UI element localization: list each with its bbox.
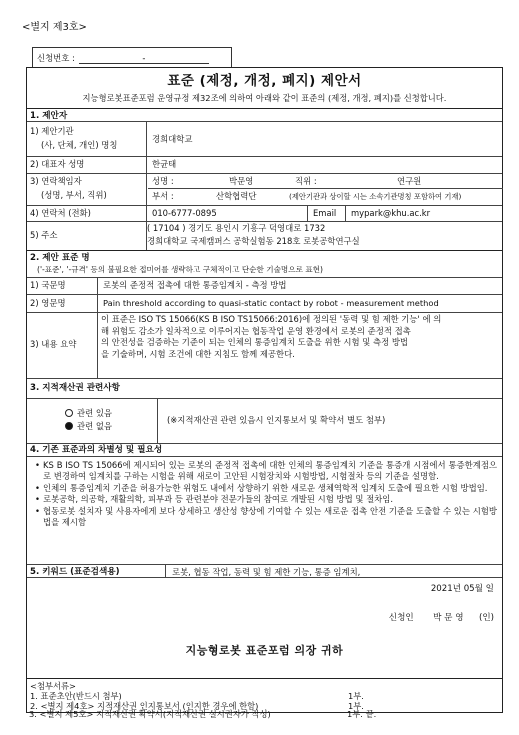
ip-option-no-label: 관련 없음 (77, 421, 113, 431)
section-heading-ip: 3. 지적재산권 관련사항 (30, 383, 120, 393)
divider (27, 564, 502, 565)
contact-dept-label: 부서 : (152, 191, 174, 201)
summary-line: 해 위험도 감소가 일차적으로 이루어지는 협동작업 운영 환경에서 로봇의 준정적 접촉 (101, 325, 411, 336)
divider (27, 250, 502, 251)
summary-line: 의 안전성을 검증하는 기준이 되는 인체의 통증임계치 도출을 위한 시험 및 측정 방법 (101, 337, 409, 348)
application-number-box (32, 47, 232, 68)
column-divider (157, 398, 158, 443)
attachments-heading: <첨부서류> (30, 681, 76, 691)
email-value[interactable]: mypark@khu.ac.kr (351, 208, 431, 218)
phone-value[interactable]: 010-6777-0895 (152, 208, 217, 218)
summary-line: 을 기술하며, 시험 조건에 대한 지침도 함께 제공한다. (101, 348, 295, 359)
list-item (35, 494, 497, 505)
address-label: 5) 주소 (30, 230, 58, 240)
applicant-signature (389, 613, 494, 624)
contact-position-value[interactable]: 연구원 (397, 176, 422, 186)
application-number-label: 신청번호 : (37, 52, 75, 63)
proposal-form (26, 67, 503, 713)
korean-name-value[interactable]: 로봇의 준정적 접촉에 대한 통증임계치 - 측정 방법 (103, 280, 287, 290)
divider (27, 378, 502, 379)
recipient-line: 지능형로봇 표준포럼 의장 귀하 (185, 644, 344, 657)
differentiation-list (35, 460, 497, 528)
contact-note: (제안기관과 상이할 시는 소속기관명칭 포함하여 기재) (289, 192, 462, 201)
form-subtitle: 지능형로봇표준포럼 운영규정 제32조에 의하여 아래와 같이 표준의 (제정, 개정, 폐지)를 신청합니다. (82, 93, 447, 103)
address-line1[interactable]: ( 17104 ) 경기도 용인시 기흥구 덕영대로 1732 (147, 223, 326, 233)
radio-selected-icon (65, 422, 73, 430)
form-number-label: <별지 제3호> (22, 22, 87, 33)
org-label-detail: (사, 단체, 개인) 명칭 (41, 140, 118, 150)
column-divider (345, 205, 346, 221)
bullet-icon: • (35, 494, 40, 505)
bullet-icon: • (35, 460, 40, 470)
list-item (35, 460, 497, 483)
column-divider (307, 205, 308, 221)
attachment-label: 2. <별지 제4호> 지적재산권 인지통보서 (인지한 경우에 한함) (30, 701, 259, 711)
seal-mark: (인) (478, 613, 494, 623)
divider (27, 443, 502, 444)
attachment-item (30, 691, 364, 701)
divider (27, 108, 502, 109)
divider (27, 205, 502, 206)
ip-note: (※지적재산권 관련 있음시 인지통보서 및 확약서 별도 첨부) (167, 415, 386, 425)
form-title: 표준 (제정, 개정, 폐지) 제안서 (167, 73, 362, 89)
section-heading-differentiation: 4. 기존 표준과의 차별성 및 필요성 (30, 445, 163, 455)
english-name-label: 2) 영문명 (30, 298, 66, 308)
divider (27, 294, 502, 295)
divider (27, 173, 502, 174)
summary-line: 이 표준은 ISO TS 15066(KS B ISO TS15066:2016)에 정의된 '동력 및 힘 제한 기능' 에 의 (101, 314, 442, 324)
section-heading-proposer: 1. 제안자 (30, 111, 68, 121)
email-label: Email (313, 208, 337, 218)
bullet-icon: • (35, 482, 40, 493)
section-heading-keywords: 5. 키워드 (표준검색용) (30, 567, 120, 577)
divider (27, 277, 502, 278)
divider (27, 398, 502, 399)
ip-option-yes[interactable] (65, 408, 112, 419)
divider (27, 456, 502, 457)
divider (27, 678, 502, 679)
divider (27, 221, 502, 222)
english-name-value[interactable]: Pain threshold according to quasi-static contact by robot - measurement method (103, 298, 439, 308)
keywords-value[interactable]: 로봇, 협동 작업, 동력 및 힘 제한 기능, 통증 임계치, (172, 567, 361, 577)
phone-label: 4) 연락처 (전화) (30, 208, 91, 218)
radio-empty-icon (65, 409, 73, 417)
standard-name-note: ('-표준', '-규격' 등의 불필요한 접미어를 생략하고 구체적이고 단순한 기술명으로 표현) (37, 265, 323, 274)
list-item-text: 로봇공학, 의공학, 재활의학, 피부과 등 관련분야 전문가들의 참여로 개발된 시험 방법 및 절차임. (43, 494, 394, 505)
divider (27, 312, 502, 313)
list-item-text: KS B ISO TS 15066에 제시되어 있는 로봇의 준정적 접촉에 대한 인체의 통증임계치 기준을 통증개 시점에서 통증한계점으로 변경하여 임계치를 구하는 시험을 위해 새로이 고안된 시험장치와 시험방법, 시험절차 등의 기준을 설명함. (43, 460, 497, 482)
ip-option-yes-label: 관련 있음 (77, 408, 113, 418)
contact-position-label: 직위 : (295, 176, 317, 186)
list-item (35, 483, 497, 494)
list-item (35, 506, 497, 529)
submission-date[interactable]: 2021년 05월 일 (430, 584, 494, 594)
representative-value[interactable]: 한균태 (152, 159, 177, 169)
column-divider (97, 277, 98, 378)
summary-text[interactable] (101, 314, 501, 360)
applicant-name[interactable]: 박 문 영 (433, 613, 464, 623)
address-line2[interactable]: 경희대학교 국제캠퍼스 공학실험동 218호 로봇공학연구실 (147, 236, 360, 246)
contact-person-label-detail: (성명, 부서, 직위) (41, 190, 107, 200)
column-divider (165, 564, 166, 577)
divider (27, 121, 502, 122)
attachment-item (29, 709, 377, 719)
representative-label: 2) 대표자 성명 (30, 159, 85, 169)
summary-label: 3) 내용 요약 (30, 339, 77, 349)
org-value[interactable]: 경희대학교 (152, 134, 193, 144)
attachment-label: 3. <별지 제5호> 지적재산권 확약서(지적재산권 실시권자가 작성) (29, 709, 271, 719)
attachment-count: 1부. 끝. (347, 709, 377, 719)
contact-person-label: 3) 연락책임자 (30, 176, 82, 186)
korean-name-label: 1) 국문명 (30, 280, 66, 290)
attachment-count: 1부. (348, 701, 364, 711)
applicant-label: 신청인 (388, 613, 414, 623)
contact-name-value[interactable]: 박문영 (229, 176, 254, 186)
list-item-text: 협동로봇 설치자 및 사용자에게 보다 상세하고 생산성 향상에 기여할 수 있는 새로운 접촉 안전 기준을 도출할 수 있는 시험방법을 제시함 (43, 505, 497, 528)
attachment-label: 1. 표준초안(반드시 첨부) (30, 691, 122, 701)
attachment-count: 1부. (348, 691, 364, 701)
divider (148, 188, 503, 189)
divider (27, 156, 502, 157)
list-item-text: 인체의 통증임계치 기준을 허용가능한 위험도 내에서 상향하기 위한 새로운 생체역학적 임계치 도출에 필요한 시험 방법임. (43, 482, 488, 493)
contact-dept-value[interactable]: 산학협력단 (216, 191, 257, 201)
org-label: 1) 제안기관 (30, 126, 74, 136)
section-heading-standard-name: 2. 제안 표준 명 (30, 253, 90, 263)
ip-option-no[interactable] (65, 421, 112, 432)
application-number-field[interactable]: - (79, 53, 209, 64)
contact-name-label: 성명 : (152, 176, 174, 186)
bullet-icon: • (35, 505, 40, 516)
